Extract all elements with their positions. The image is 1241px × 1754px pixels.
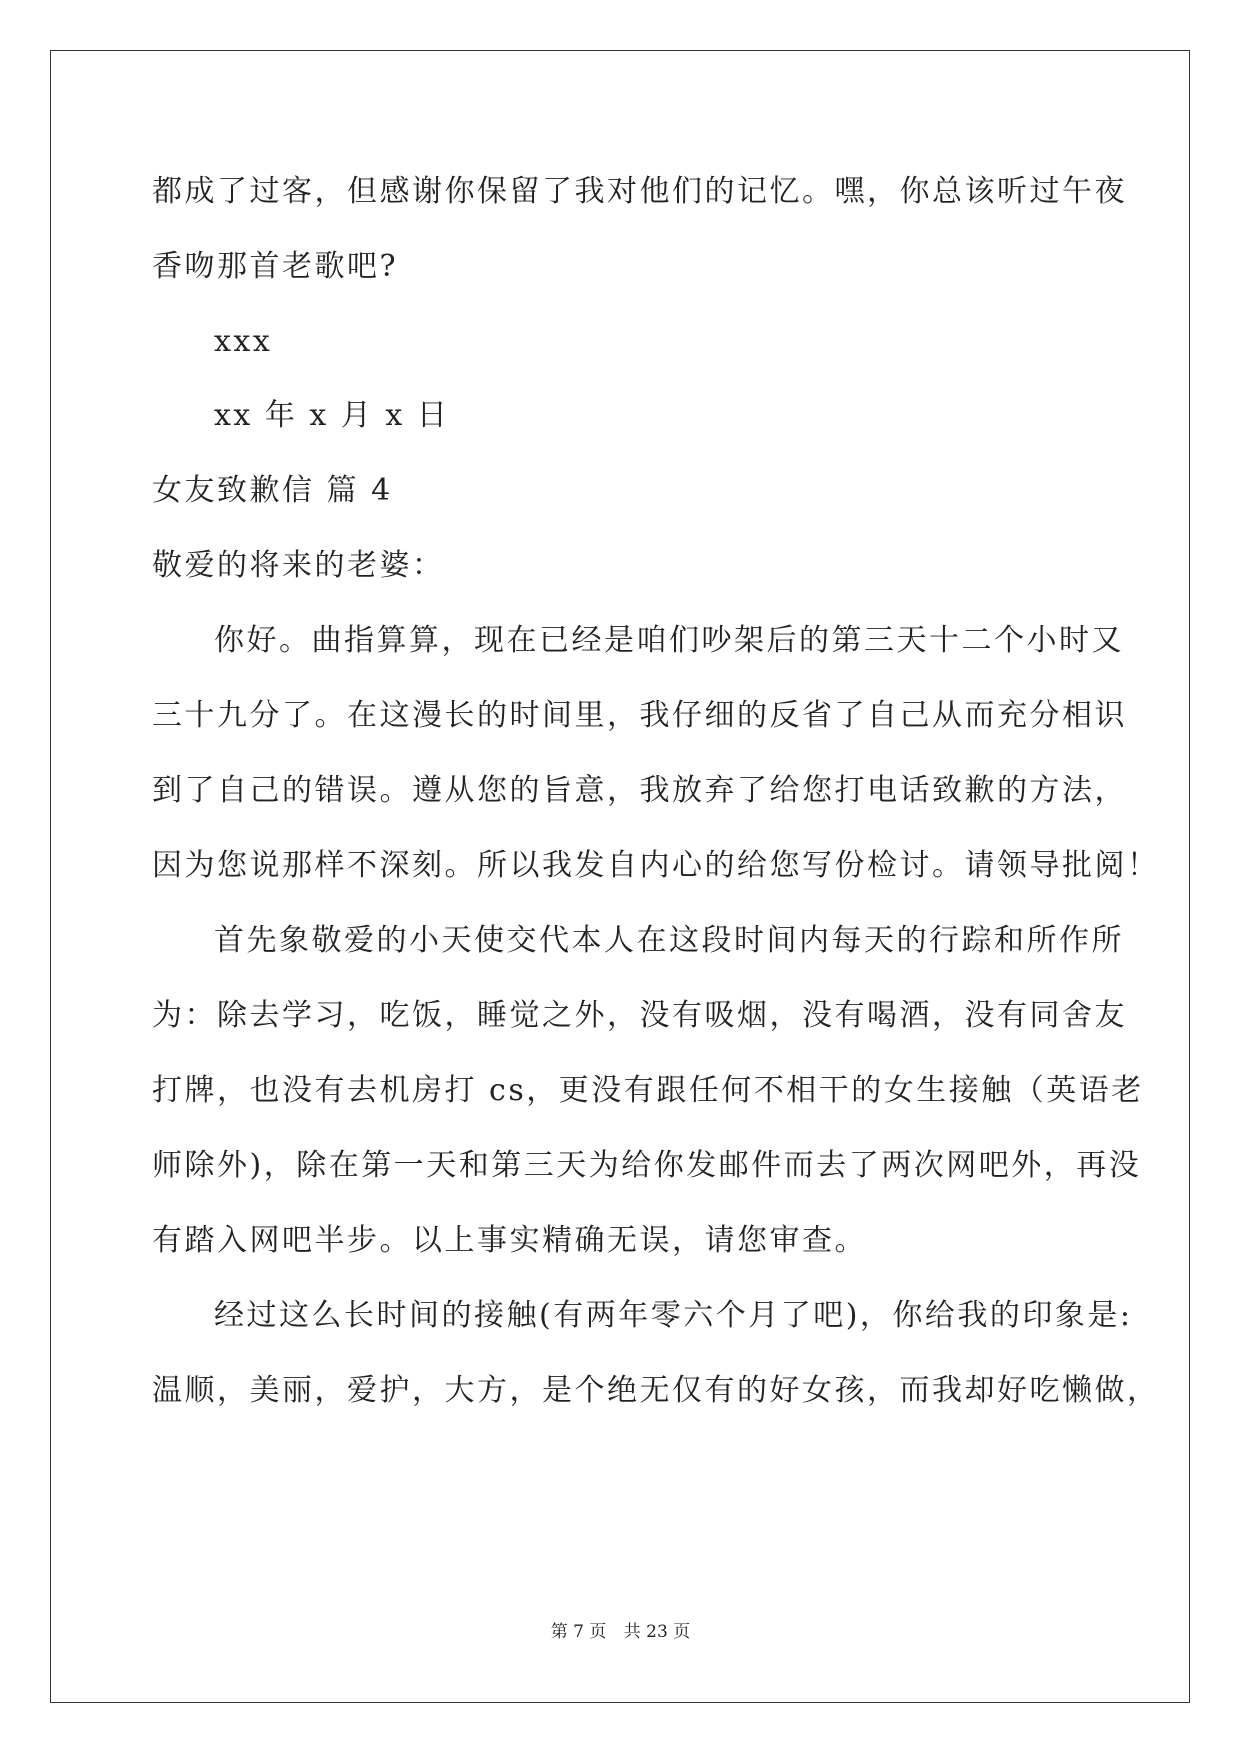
- text-line: 师除外)，除在第一天和第三天为给你发邮件而去了两次网吧外，再没: [152, 1148, 1142, 1183]
- page-number: 第 7 页: [550, 1622, 607, 1642]
- salutation: 敬爱的将来的老婆：: [152, 548, 445, 583]
- text-line: 首先象敬爱的小天使交代本人在这段时间内每天的行踪和所作所: [214, 923, 1124, 958]
- text-line: 香吻那首老歌吧?: [152, 249, 399, 284]
- text-line: 打牌，也没有去机房打 cs，更没有跟任何不相干的女生接触（英语老: [152, 1073, 1144, 1108]
- text-line: 都成了过客，但感谢你保留了我对他们的记忆。嘿，你总该听过午夜: [152, 174, 1127, 209]
- text-line: 温顺，美丽，爱护，大方，是个绝无仅有的好女孩，而我却好吃懒做，: [152, 1373, 1160, 1408]
- text-line: 三十九分了。在这漫长的时间里，我仔细的反省了自己从而充分相识: [152, 698, 1127, 733]
- text-line: 因为您说那样不深刻。所以我发自内心的给您写份检讨。请领导批阅！: [152, 848, 1160, 883]
- text-line: 为：除去学习，吃饭，睡觉之外，没有吸烟，没有喝酒，没有同舍友: [152, 998, 1127, 1033]
- signature: xxx: [214, 324, 273, 359]
- date-line: xx 年 x 月 x 日: [214, 398, 450, 433]
- page-footer: [0, 1617, 1241, 1642]
- text-line: 你好。曲指算算，现在已经是咱们吵架后的第三天十二个小时又: [214, 623, 1124, 658]
- text-line: 经过这么长时间的接触(有两年零六个月了吧)，你给我的印象是:: [214, 1298, 1133, 1333]
- text-line: 到了自己的错误。遵从您的旨意，我放弃了给您打电话致歉的方法，: [152, 773, 1127, 808]
- page-total: 共 23 页: [623, 1622, 691, 1642]
- text-line: 有踏入网吧半步。以上事实精确无误，请您审查。: [152, 1223, 867, 1258]
- section-title: 女友致歉信 篇 4: [152, 473, 393, 508]
